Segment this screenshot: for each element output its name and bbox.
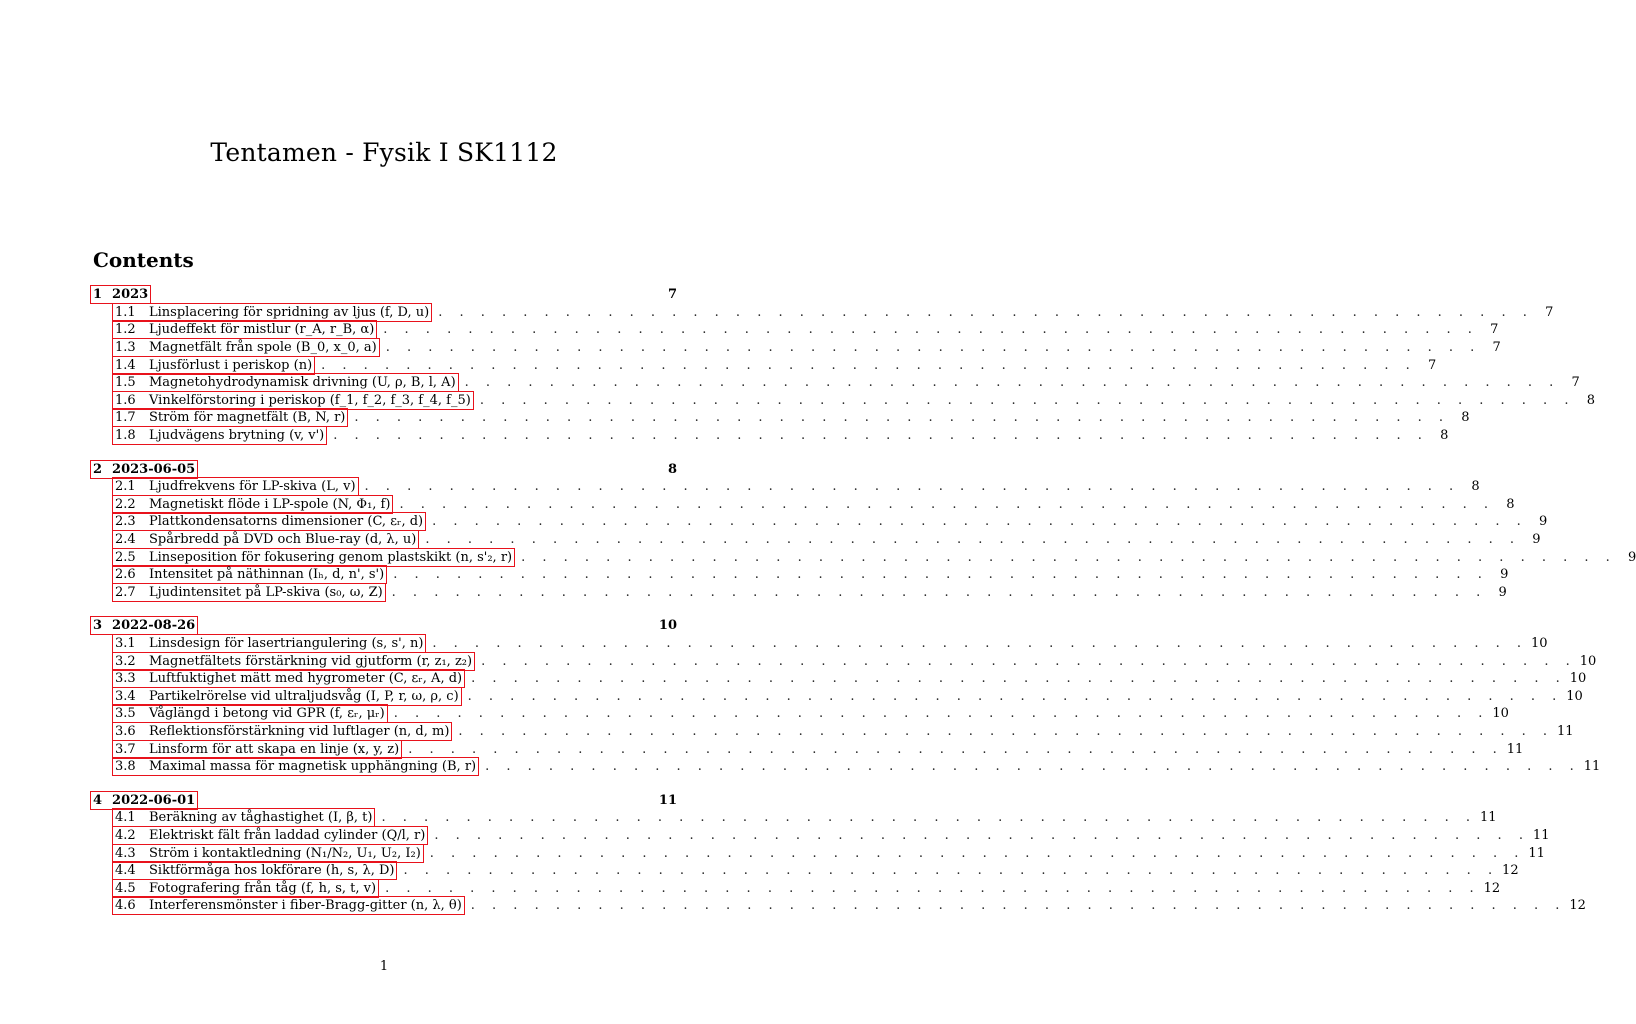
toc-entry-link[interactable]: [112, 826, 428, 845]
toc-entry-title: Linseposition för fokusering genom plastskikt (n, s'₂, r): [149, 549, 513, 565]
toc-entry: [93, 566, 1509, 584]
toc-entry-page: 11: [1557, 723, 1574, 739]
dot-leader: . . . . . . . . . . . . . . . . . . . . . . . . . . . . . . . . . . . . . . . . . . . . . . . . . . . .: [391, 584, 1487, 600]
dot-leader: . . . . . . . . . . . . . . . . . . . . . . . . . . . . . . . . . . . . . . . . . . . . . . . . . . . .: [438, 304, 1534, 320]
toc-entry-page: 8: [1440, 428, 1449, 444]
toc-entry-number: 4.1: [115, 810, 136, 826]
toc-entry-title: Ljudeffekt för mistlur (r_A, r_B, α): [149, 322, 375, 338]
toc-entry: [93, 339, 1501, 357]
toc-entry-title: Partikelrörelse vid ultraljudsvåg (I, P, r, ω, ρ, c): [149, 688, 459, 704]
dot-leader: . . . . . . . . . . . . . . . . . . . . . . . . . . . . . . . . . . . . . . . . . . . . . . . . . . . .: [425, 532, 1521, 548]
toc-section-row: [93, 460, 677, 478]
toc-entry-link[interactable]: [112, 303, 432, 322]
dot-leader: . . . . . . . . . . . . . . . . . . . . . . . . . . . . . . . . . . . . . . . . . . . . . . . . . . . .: [470, 898, 1566, 914]
toc-entry-title: Magnetohydrodynamisk drivning (U, ρ, B, l, A): [149, 375, 456, 391]
toc-entry-link[interactable]: [112, 583, 386, 602]
toc-entry-number: 4.3: [115, 845, 136, 861]
toc-section: [93, 791, 1586, 914]
toc-entry-link[interactable]: [112, 634, 426, 653]
toc-entry: [93, 392, 1595, 410]
toc-entry-title: Linsdesign för lasertriangulering (s, s', n): [149, 635, 424, 651]
dot-leader: . . . . . . . . . . . . . . . . . . . . . . . . . . . . . . . . . . . . . . . . . . . . . . . . . . . .: [481, 653, 1577, 669]
toc-entry: [93, 356, 1437, 374]
toc-entry-number: 2.3: [115, 514, 136, 530]
toc-entry-title: Elektriskt fält från laddad cylinder (Q/l, r): [149, 827, 426, 843]
toc-entry-number: 4.4: [115, 863, 136, 879]
toc-entry-link[interactable]: [112, 408, 348, 427]
toc-entry-link[interactable]: [112, 704, 388, 723]
dot-leader: . . . . . . . . . . . . . . . . . . . . . . . . . . . . . . . . . . . . . . . . . . . . . . . . . . . .: [399, 496, 1495, 512]
toc-entry-page: 7: [1490, 322, 1499, 338]
toc-entry-number: 3.1: [115, 635, 136, 651]
toc-entry-title: Ström i kontaktledning (N₁/N₂, U₁, U₂, I₂): [149, 845, 421, 861]
toc-entry-link[interactable]: [112, 757, 479, 776]
toc-entry: [93, 427, 1449, 445]
dot-leader: . . . . . . . . . . . . . . . . . . . . . . . . . . . . . . . . . . . . . . . . . . . . . . . . . . . .: [432, 514, 1528, 530]
toc-entry-link[interactable]: [112, 669, 465, 688]
toc-entry-title: Magnetfält från spole (B_0, x_0, a): [149, 340, 377, 356]
toc-entry-title: Vinkelförstoring i periskop (f_1, f_2, f_3, f_4, f_5): [149, 392, 471, 408]
toc-entry: [93, 584, 1507, 602]
toc-entry: [93, 548, 1636, 566]
toc-entry: [93, 496, 1515, 514]
toc-entry: [93, 409, 1470, 427]
toc-entry-page: 11: [1532, 827, 1550, 843]
toc-entry-page: 12: [1502, 863, 1519, 879]
toc-entry-title: Ljudvägens brytning (v, v'): [149, 428, 325, 444]
toc-section-link[interactable]: [90, 616, 198, 635]
toc-section-page: 10: [658, 618, 677, 634]
page-number: 1: [379, 959, 389, 974]
toc-entry-number: 3.8: [115, 759, 136, 775]
toc-entry-link[interactable]: [112, 512, 426, 531]
toc-entry-title: Beräkning av tåghastighet (I, β, t): [149, 810, 373, 826]
toc-entry: [93, 687, 1583, 705]
toc-entry: [93, 304, 1554, 322]
toc-entry-page: 12: [1483, 880, 1501, 896]
toc-entry-number: 4.5: [115, 880, 136, 896]
toc-entry-page: 11: [1583, 759, 1601, 775]
toc-entry-page: 8: [1586, 392, 1595, 408]
toc-section-number: 1: [93, 287, 103, 303]
toc-entry-page: 10: [1569, 671, 1587, 687]
toc-entry-title: Ljudintensitet på LP-skiva (s₀, ω, Z): [149, 584, 383, 600]
toc-entry-link[interactable]: [112, 687, 462, 706]
document-title: Tentamen - Fysik I SK1112: [210, 138, 558, 167]
toc-entry-number: 1.8: [115, 428, 136, 444]
dot-leader: . . . . . . . . . . . . . . . . . . . . . . . . . . . . . . . . . . . . . . . . . . . . . . . . . . . .: [354, 410, 1450, 426]
toc-entry-link[interactable]: [112, 426, 327, 445]
toc-entry-number: 1.3: [115, 340, 136, 356]
toc-entry-number: 2.4: [115, 532, 136, 548]
toc-entry: [93, 374, 1580, 392]
dot-leader: . . . . . . . . . . . . . . . . . . . . . . . . . . . . . . . . . . . . . . . . . . . . . . . . . . . .: [467, 688, 1563, 704]
toc-entry: [93, 897, 1586, 915]
dot-leader: . . . . . . . . . . . . . . . . . . . . . . . . . . . . . . . . . . . . . . . . . . . . . . . . . . . .: [521, 549, 1617, 565]
contents-heading: Contents: [93, 248, 194, 272]
toc-entry-number: 2.1: [115, 479, 136, 495]
toc-entry-title: Ljusförlust i periskop (n): [149, 357, 313, 373]
toc-entry-title: Reflektionsförstärkning vid luftlager (n, d, m): [149, 723, 450, 739]
toc-entry-number: 3.4: [115, 688, 136, 704]
toc-entry-link[interactable]: [112, 391, 474, 410]
dot-leader: . . . . . . . . . . . . . . . . . . . . . . . . . . . . . . . . . . . . . . . . . . . . . . . . . . . .: [464, 375, 1560, 391]
dot-leader: . . . . . . . . . . . . . . . . . . . . . . . . . . . . . . . . . . . . . . . . . . . . . . . . . . . .: [403, 863, 1499, 879]
toc-entry-number: 2.2: [115, 496, 136, 512]
toc-entry-link[interactable]: [112, 844, 424, 863]
toc-entry-title: Intensitet på näthinnan (Iₕ, d, n', s'): [149, 567, 385, 583]
dot-leader: . . . . . . . . . . . . . . . . . . . . . . . . . . . . . . . . . . . . . . . . . . . . . . . . . . . .: [321, 357, 1417, 373]
toc-entry-page: 7: [1492, 340, 1501, 356]
toc-entry-link[interactable]: [112, 879, 379, 898]
toc-entry: [93, 670, 1587, 688]
toc-section: [93, 286, 1595, 444]
toc-entry: [93, 513, 1548, 531]
toc-section-number: 4: [93, 792, 103, 808]
toc-entry-page: 8: [1471, 479, 1480, 495]
toc-entry-number: 4.2: [115, 827, 136, 843]
dot-leader: . . . . . . . . . . . . . . . . . . . . . . . . . . . . . . . . . . . . . . . . . . . . . . . . . . . .: [393, 706, 1489, 722]
toc-entry-page: 7: [1545, 304, 1554, 320]
toc-entry-page: 10: [1531, 635, 1548, 651]
toc-entry-link[interactable]: [112, 740, 402, 759]
toc-entry-link[interactable]: [112, 808, 375, 827]
toc-entry-number: 1.1: [115, 304, 136, 320]
toc-entry-number: 2.5: [115, 549, 136, 565]
toc-entry-link[interactable]: [112, 861, 397, 880]
toc-entry: [93, 879, 1501, 897]
toc-entry-page: 11: [1480, 810, 1497, 826]
toc-entry: [93, 652, 1597, 670]
toc-entry-title: Ström för magnetfält (B, N, r): [149, 410, 346, 426]
toc-entry-page: 7: [1571, 375, 1580, 391]
toc-entry-number: 3.7: [115, 741, 136, 757]
toc-entry-title: Maximal massa för magnetisk upphängning (B, r): [149, 759, 477, 775]
toc-entry: [93, 723, 1574, 741]
toc-entry-link[interactable]: [112, 548, 515, 567]
toc-section-title: 2022-08-26: [112, 618, 196, 634]
toc-section-page: 11: [658, 792, 677, 808]
dot-leader: . . . . . . . . . . . . . . . . . . . . . . . . . . . . . . . . . . . . . . . . . . . . . . . . . . . .: [434, 827, 1530, 843]
toc-entry-title: Siktförmåga hos lokförare (h, s, λ, D): [149, 863, 395, 879]
toc-entry-title: Plattkondensatorns dimensioner (C, εᵣ, d): [149, 514, 424, 530]
toc-entry-page: 8: [1506, 496, 1515, 512]
toc-entry-title: Linsform för att skapa en linje (x, y, z): [149, 741, 400, 757]
toc-entry-page: 9: [1498, 584, 1507, 600]
toc-entry-number: 1.5: [115, 375, 136, 391]
dot-leader: . . . . . . . . . . . . . . . . . . . . . . . . . . . . . . . . . . . . . . . . . . . . . . . . . . . .: [479, 392, 1575, 408]
toc-entry: [93, 862, 1519, 880]
dot-leader: . . . . . . . . . . . . . . . . . . . . . . . . . . . . . . . . . . . . . . . . . . . . . . . . . . . .: [364, 479, 1460, 495]
toc-entry-title: Magnetiskt flöde i LP-spole (N, Φ₁, f): [149, 496, 391, 512]
dot-leader: . . . . . . . . . . . . . . . . . . . . . . . . . . . . . . . . . . . . . . . . . . . . . . . . . . . .: [381, 810, 1477, 826]
toc-entry: [93, 827, 1550, 845]
toc-entry-page: 8: [1461, 410, 1470, 426]
toc-entry-page: 9: [1532, 532, 1541, 548]
table-of-contents: [93, 286, 1636, 931]
toc-entry-page: 7: [1428, 357, 1437, 373]
toc-entry-number: 2.6: [115, 567, 136, 583]
dot-leader: . . . . . . . . . . . . . . . . . . . . . . . . . . . . . . . . . . . . . . . . . . . . . . . . . . . .: [408, 741, 1504, 757]
dot-leader: . . . . . . . . . . . . . . . . . . . . . . . . . . . . . . . . . . . . . . . . . . . . . . . . . . . .: [385, 340, 1481, 356]
toc-entry-number: 3.5: [115, 706, 136, 722]
toc-section-link[interactable]: [90, 460, 198, 479]
toc-entry-number: 1.4: [115, 357, 136, 373]
toc-section: [93, 617, 1601, 775]
toc-entry-link[interactable]: [112, 320, 377, 339]
toc-entry-title: Ljudfrekvens för LP-skiva (L, v): [149, 479, 356, 495]
toc-section-page: 8: [667, 461, 677, 477]
toc-entry-number: 1.2: [115, 322, 136, 338]
toc-section-title: 2023: [112, 287, 149, 303]
toc-entry-title: Fotografering från tåg (f, h, s, t, v): [149, 880, 377, 896]
toc-entry-link[interactable]: [112, 896, 465, 915]
toc-entry: [93, 705, 1509, 723]
toc-entry-link[interactable]: [112, 530, 419, 549]
toc-entry-page: 9: [1538, 514, 1548, 530]
toc-entry-link[interactable]: [112, 722, 452, 741]
toc-entry-title: Våglängd i betong vid GPR (f, εᵣ, μᵣ): [149, 706, 385, 722]
toc-entry: [93, 758, 1601, 776]
toc-entry-page: 11: [1506, 741, 1524, 757]
toc-entry-title: Linsplacering för spridning av ljus (f, D, u): [149, 304, 430, 320]
toc-entry-link[interactable]: [112, 338, 380, 357]
toc-entry: [93, 635, 1548, 653]
toc-section-row: [93, 791, 677, 809]
dot-leader: . . . . . . . . . . . . . . . . . . . . . . . . . . . . . . . . . . . . . . . . . . . . . . . . . . . .: [471, 671, 1567, 687]
toc-entry-number: 3.2: [115, 653, 136, 669]
toc-entry-page: 10: [1566, 688, 1583, 704]
dot-leader: . . . . . . . . . . . . . . . . . . . . . . . . . . . . . . . . . . . . . . . . . . . . . . . . . . . .: [383, 322, 1479, 338]
toc-entry-link[interactable]: [112, 652, 475, 671]
toc-entry: [93, 844, 1545, 862]
toc-entry-title: Spårbredd på DVD och Blue-ray (d, λ, u): [149, 532, 417, 548]
toc-entry-number: 2.7: [115, 584, 136, 600]
toc-section-number: 2: [93, 461, 103, 477]
toc-section-row: [93, 617, 677, 635]
dot-leader: . . . . . . . . . . . . . . . . . . . . . . . . . . . . . . . . . . . . . . . . . . . . . . . . . . . .: [458, 723, 1554, 739]
toc-entry: [93, 740, 1524, 758]
toc-entry-page: 12: [1569, 898, 1586, 914]
toc-section-row: [93, 286, 677, 304]
toc-entry-page: 10: [1579, 653, 1597, 669]
toc-entry-title: Magnetfältets förstärkning vid gjutform (r, z₁, z₂): [149, 653, 473, 669]
toc-entry-title: Interferensmönster i fiber-Bragg-gitter (n, λ, θ): [149, 898, 462, 914]
toc-section-link[interactable]: [90, 285, 151, 304]
toc-section: [93, 460, 1636, 601]
toc-section-number: 3: [93, 618, 103, 634]
toc-entry-page: 10: [1492, 706, 1509, 722]
toc-entry-link[interactable]: [112, 373, 459, 392]
toc-entry: [93, 478, 1480, 496]
toc-entry: [93, 809, 1497, 827]
toc-entry-link[interactable]: [112, 565, 387, 584]
toc-entry-title: Luftfuktighet mätt med hygrometer (C, εᵣ, A, d): [149, 671, 463, 687]
toc-entry-page: 11: [1528, 845, 1545, 861]
toc-section-page: 7: [667, 287, 677, 303]
toc-entry-number: 4.6: [115, 898, 136, 914]
toc-entry-link[interactable]: [112, 356, 315, 375]
toc-entry-page: 9: [1627, 549, 1636, 565]
toc-entry: [93, 321, 1499, 339]
toc-section-title: 2023-06-05: [112, 461, 196, 477]
dot-leader: . . . . . . . . . . . . . . . . . . . . . . . . . . . . . . . . . . . . . . . . . . . . . . . . . . . .: [429, 845, 1525, 861]
toc-entry-number: 3.6: [115, 723, 136, 739]
dot-leader: . . . . . . . . . . . . . . . . . . . . . . . . . . . . . . . . . . . . . . . . . . . . . . . . . . . .: [385, 880, 1481, 896]
toc-entry-link[interactable]: [112, 495, 393, 514]
dot-leader: . . . . . . . . . . . . . . . . . . . . . . . . . . . . . . . . . . . . . . . . . . . . . . . . . . . .: [432, 635, 1528, 651]
dot-leader: . . . . . . . . . . . . . . . . . . . . . . . . . . . . . . . . . . . . . . . . . . . . . . . . . . . .: [485, 759, 1581, 775]
toc-entry: [93, 531, 1541, 549]
toc-entry-number: 3.3: [115, 671, 136, 687]
toc-entry-page: 9: [1500, 567, 1509, 583]
toc-entry-number: 1.6: [115, 392, 136, 408]
toc-entry-link[interactable]: [112, 477, 359, 496]
toc-section-link[interactable]: [90, 791, 198, 810]
dot-leader: . . . . . . . . . . . . . . . . . . . . . . . . . . . . . . . . . . . . . . . . . . . . . . . . . . . .: [333, 428, 1429, 444]
toc-section-title: 2022-06-01: [112, 792, 196, 808]
dot-leader: . . . . . . . . . . . . . . . . . . . . . . . . . . . . . . . . . . . . . . . . . . . . . . . . . . . .: [393, 567, 1489, 583]
toc-entry-number: 1.7: [115, 410, 136, 426]
